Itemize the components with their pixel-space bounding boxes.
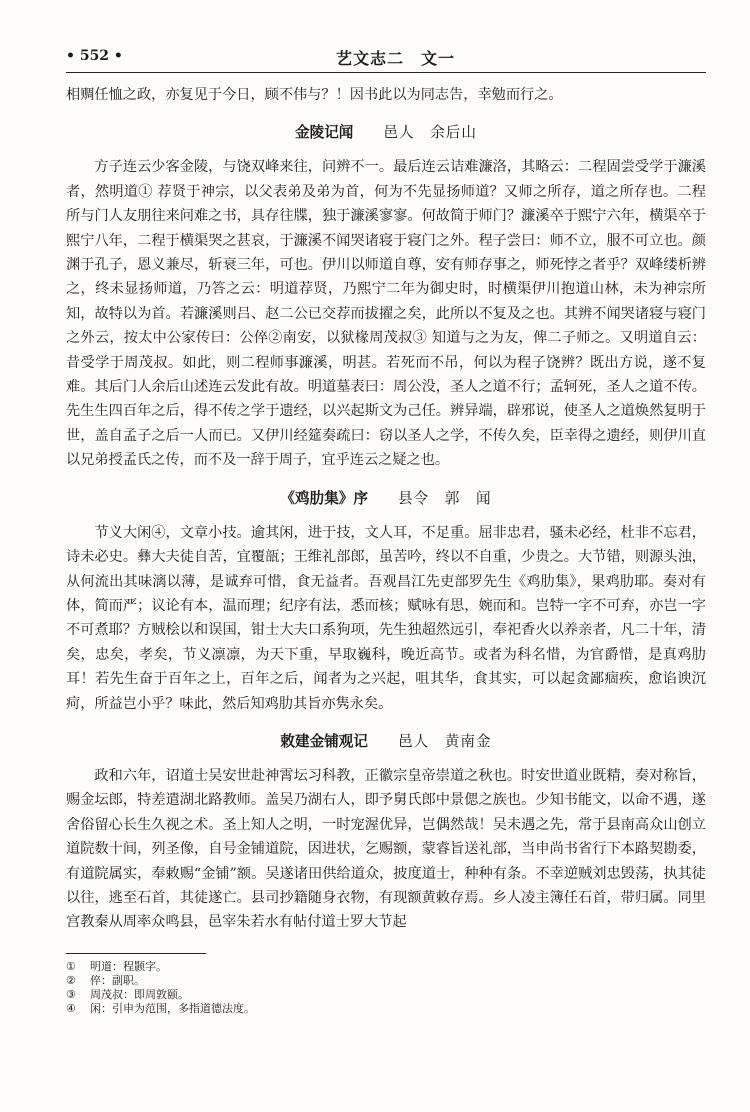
paragraph: 节义大闲④，文章小技。逾其闲，进于技，文人耳，不足重。屈非忠君，骚未必经，杜非不忘君，诗未必史。彝大夫徒自苦，宜覆瓿；王维礼部郎，虽苦吟，终以不自重，少贵之。大节错，则源头浊，从何流出其味漓以薄，是诚弃可惜，食无益者。吾观昌江先吏部罗先生《鸡肋集》，果鸡肋耶。奏对有体，简而严；议论有本，温而理；纪序有法，悉而核；赋咏有思，婉而和。岂特一字不可弃，亦岂一字不可煮耶？方贼桧以和误国，钳士大夫口系狗项，先生独超然远引，奉祀香火以养亲者，凡二十年，清矣，忠矣，孝矣，节义凛凛，为天下重，早取巍科，晚近高节。或者为科名惜，为官爵惜，是真鸡肋耳！若先生奋于百年之上，百年之后，闻者为之兴起，咀其华，食其实，可以起贪鄙痼疾，愈谄谀沉疴，所益岂小乎？味此，然后知鸡肋其旨亦隽永矣。	[66, 524, 706, 712]
section-title	[66, 121, 706, 145]
footnote-text: 闲：引申为范围，多指道德法度。	[90, 1001, 255, 1015]
page-header	[66, 42, 706, 73]
section-author: 邑人 余后山	[383, 124, 477, 142]
footnotes	[66, 960, 706, 1016]
section-title-text: 《鸡肋集》序	[280, 489, 368, 507]
footnote-text: 倅：副职。	[90, 973, 145, 987]
section-author: 邑人 黄南金	[398, 732, 492, 750]
footnote-mark: ③	[66, 987, 76, 1001]
paragraph: 政和六年，诏道士吴安世赴神霄坛习科教，正徽宗皇帝崇道之秋也。时安世道业既精，奏对称旨，赐金坛郎，特差遣湖北路教师。盖吴乃湖右人，即予舅氏郎中景偲之族也。少知书能文，以命不遇，遂舍俗留心长生久视之术。圣上知人之明，一时宠渥优异，岂偶然哉！吴未遇之先，常于县南高众山创立道院数十间，列圣像，自号金铺道院，因进状，乞赐额，蒙睿旨送礼部，当申尚书省行下本路契勘委，有道院属实，奉敕赐“金铺”额。吴遂诸田供给道众，披度道士，种种有条。不幸逆贼刘忠毁荡，执其徒以往，逃至石首，其徒遂亡。县司抄籍随身衣物，有现额黄敕存焉。乡人凌主簿任石首，带归属。同里宫教秦从周率众鸣县，邑宰朱若水有帖付道士罗大节起	[66, 767, 706, 931]
section-title-text: 敕建金铺观记	[280, 732, 368, 750]
footnote	[66, 988, 706, 1002]
footnote	[66, 974, 706, 988]
section-title-text: 金陵记闻	[295, 124, 354, 142]
footnote	[66, 1002, 706, 1016]
section-title	[66, 730, 706, 754]
document-page	[66, 42, 706, 1016]
footnote-text: 明道：程颢字。	[90, 959, 167, 973]
section-author: 县令 郭 闻	[398, 489, 492, 507]
running-title: 艺文志二 文一	[336, 49, 456, 68]
footnote-text: 周茂叔：即周敦颐。	[90, 987, 189, 1001]
footnote-mark: ①	[66, 959, 76, 973]
footnote-mark: ④	[66, 1001, 76, 1015]
footnote	[66, 960, 706, 974]
footnote-mark: ②	[66, 973, 76, 987]
section-title	[66, 487, 706, 511]
intro-continuation: 相赒任恤之政，亦复见于今日，顾不伟与？！因书此以为同志告，幸勉而行之。	[66, 87, 563, 103]
paragraph: 方子连云少客金陵，与饶双峰来往，问辨不一。最后连云诘难濂洛，其略云：二程固尝受学于濂溪者，然明道① 荐贤于神宗，以父表弟及弟为首，何为不先显扬师道？又师之所存，道之所存也。二程所与门人友朋往来问难之书，具存往牒，独于濂溪寥寥。何故简于师门？濂溪卒于熙宁六年，横渠卒于熙宁八年，二程于横渠哭之甚哀，于濂溪不闻哭诸寝于寝门之外。程子尝曰：师不立，服不可立也。颜渊于孔子，恩义兼尽，斩衰三年，可也。伊川以师道自尊，安有师存事之，师死悖之者乎？双峰缕析辨之，终未显扬师道，乃答之云：明道荐贤，乃熙宁二年为御史时，时横渠伊川抱道山林，未为神宗所知，故特以为首。若濂溪则吕、赵二公已交荐而拔擢之矣，此所以不复及之也。其辨不闻哭诸寝与寝门之外云，按太中公家传曰：公倅②南安，以狱椽周茂叔③ 知道与之为友，俾二子师之。又明道自云：昔受学于周茂叔。如此，则二程师事濂溪，明甚。若死而不吊，何以为程子饶辨？既出方说，遂不复难。其后门人余后山述连云发此有故。明道墓表曰：周公没，圣人之道不行；孟轲死，圣人之道不传。先生生四百年之后，得不传之学于遗经，以兴起斯文为己任。辨异端，辟邪说，使圣人之道焕然复明于世，盖自孟子之后一人而已。又伊川经筵奏疏曰：窃以圣人之学，不传久矣，臣幸得之遗经，则伊川直以兄弟授孟氏之传，而不及一辞于周子，宜乎连云之疑之也。	[66, 159, 706, 469]
page-number: • 552 •	[66, 48, 123, 64]
footnote-rule	[66, 953, 206, 954]
